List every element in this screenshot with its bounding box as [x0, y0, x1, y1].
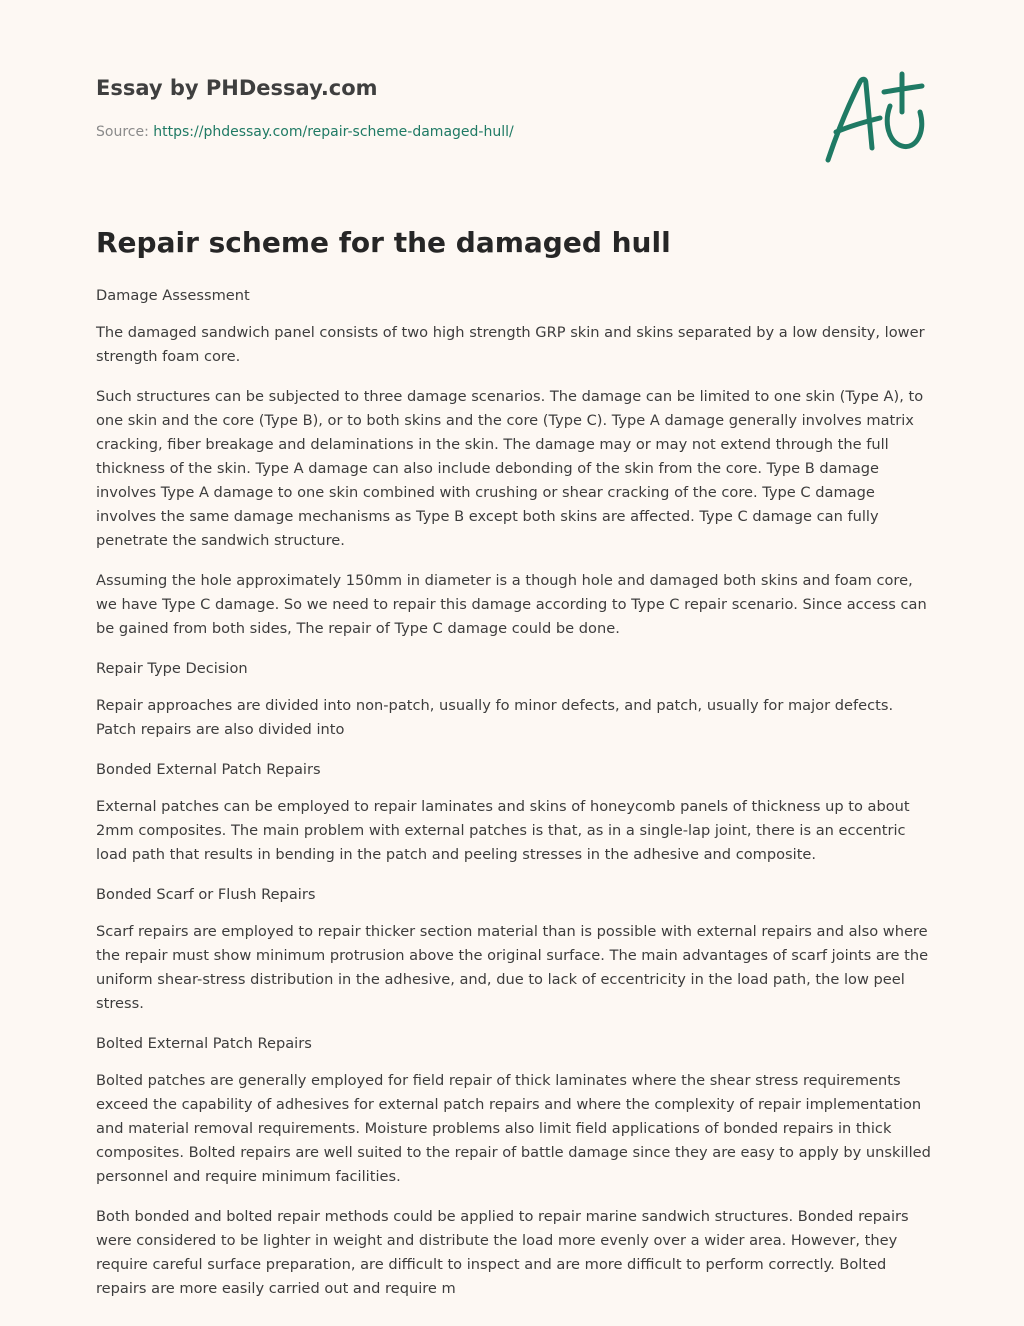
body-paragraph: Assuming the hole approximately 150mm in diameter is a though hole and damaged both skins and foam core, we have Type C damage. So we need to repair this damage according to Type C repair scenario. Since access can be gained from both sides, The repair of Type C damage could be done.: [96, 572, 927, 637]
source-link[interactable]: https://phdessay.com/repair-scheme-damaged-hull/: [153, 124, 514, 140]
source-line: [96, 124, 514, 140]
section-heading: Bonded External Patch Repairs: [96, 761, 321, 778]
body-paragraph: Repair approaches are divided into non-patch, usually fo minor defects, and patch, usually for major defects. Patch repairs are also divided into: [96, 697, 894, 738]
section-heading: Damage Assessment: [96, 287, 250, 304]
a-plus-logo-icon: [822, 66, 928, 166]
section-heading: Repair Type Decision: [96, 660, 248, 677]
site-brand: Essay by PHDessay.com: [96, 76, 378, 100]
section-heading: Bolted External Patch Repairs: [96, 1035, 312, 1052]
article-body: [96, 284, 932, 1317]
body-paragraph: Scarf repairs are employed to repair thicker section material than is possible with external repairs and also where the repair must show minimum protrusion above the original surface. The main advantages of scarf joints are the uniform shear-stress distribution in the adhesive, and, due to lack of eccentricity in the load path, the low peel stress.: [96, 923, 929, 1012]
body-paragraph: Such structures can be subjected to three damage scenarios. The damage can be limited to one skin (Type A), to one skin and the core (Type B), or to both skins and the core (Type C). Type A damage generally involves matrix cracking, fiber breakage and delaminations in the skin. The damage may or may not extend through the full thickness of the skin. Type A damage can also include debonding of the skin from the core. Type B damage involves Type A damage to one skin combined with crushing or shear cracking of the core. Type C damage involves the same damage mechanisms as Type B except both skins are affected. Type C damage can fully penetrate the sandwich structure.: [96, 388, 924, 549]
body-paragraph: Bolted patches are generally employed for field repair of thick laminates where the shear stress requirements exceed the capability of adhesives for external patch repairs and where the complexity of repair implementation and material removal requirements. Moisture problems also limit field applications of bonded repairs in thick composites. Bolted repairs are well suited to the repair of battle damage since they are easy to apply by unskilled personnel and require minimum facilities.: [96, 1072, 931, 1185]
body-paragraph: External patches can be employed to repair laminates and skins of honeycomb panels of thickness up to about 2mm composites. The main problem with external patches is that, as in a single-lap joint, there is an eccentric load path that results in bending in the patch and peeling stresses in the adhesive and composite.: [96, 798, 910, 863]
body-paragraph: The damaged sandwich panel consists of two high strength GRP skin and skins separated by a low density, lower strength foam core.: [96, 324, 925, 365]
body-paragraph: Both bonded and bolted repair methods could be applied to repair marine sandwich structures. Bonded repairs were considered to be lighter in weight and distribute the load more evenly over a wider area. However, they require careful surface preparation, are difficult to inspect and are more difficult to perform correctly. Bolted repairs are more easily carried out and require m: [96, 1208, 909, 1297]
section-heading: Bonded Scarf or Flush Repairs: [96, 886, 316, 903]
article-title: Repair scheme for the damaged hull: [96, 226, 671, 259]
source-label: Source:: [96, 124, 154, 140]
